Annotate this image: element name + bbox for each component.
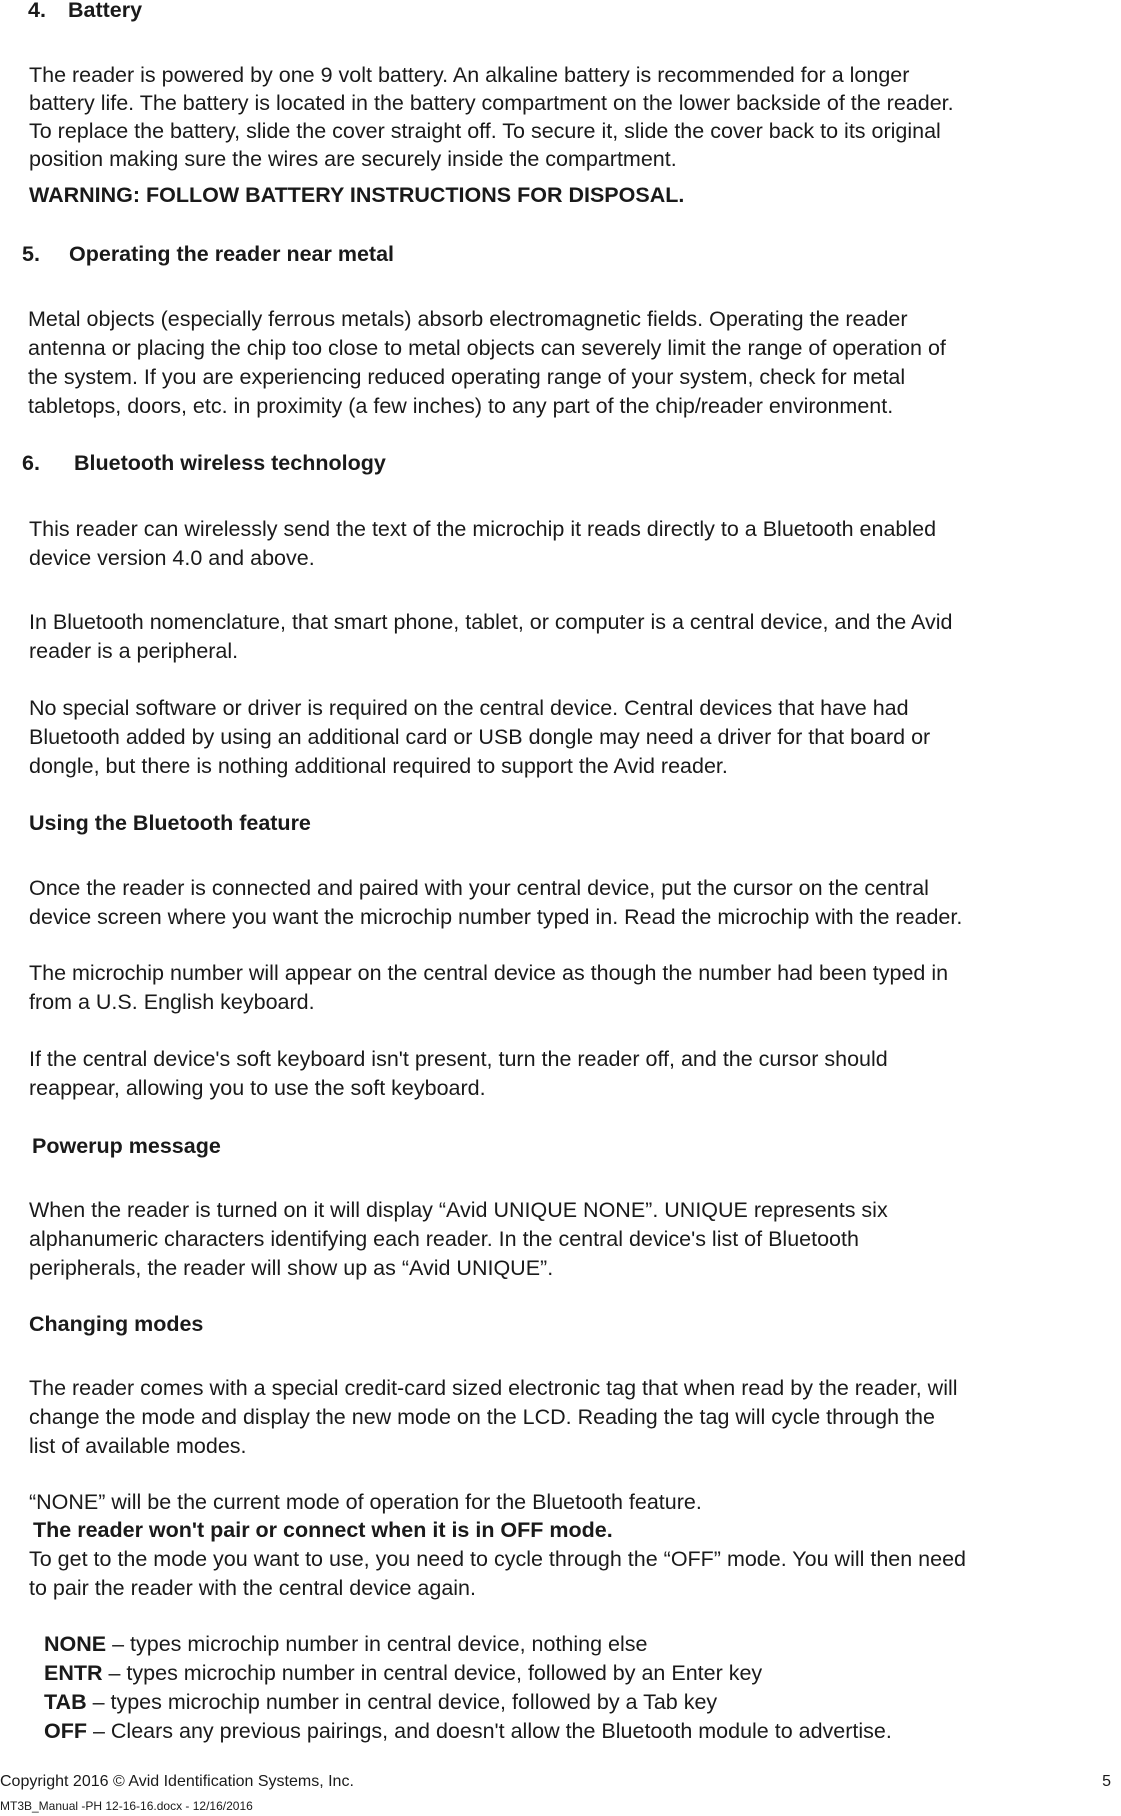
powerup-text-line: peripherals, the reader will show up as “Avid UNIQUE”. bbox=[29, 1256, 554, 1280]
mode-description: – types microchip number in central device, followed by a Tab key bbox=[86, 1690, 718, 1714]
bluetooth-text-line: dongle, but there is nothing additional required to support the Avid reader. bbox=[29, 754, 728, 778]
metal-text-line: antenna or placing the chip too close to metal objects can severely limit the range of operation of bbox=[28, 336, 946, 360]
footer-copyright: Copyright 2016 © Avid Identification Systems, Inc. bbox=[0, 1773, 354, 1790]
bluetooth-text-line: device version 4.0 and above. bbox=[29, 546, 315, 570]
using-text-line: If the central device's soft keyboard isn't present, turn the reader off, and the cursor should bbox=[29, 1047, 888, 1071]
battery-text-line: position making sure the wires are securely inside the compartment. bbox=[29, 147, 677, 171]
bluetooth-text-line: No special software or driver is required on the central device. Central devices that have had bbox=[29, 696, 909, 720]
powerup-text-line: alphanumeric characters identifying each reader. In the central device's list of Bluetooth bbox=[29, 1227, 859, 1251]
battery-text-line: battery life. The battery is located in the battery compartment on the lower backside of the reader. bbox=[29, 91, 954, 115]
modes-text-line: list of available modes. bbox=[29, 1434, 247, 1458]
bluetooth-text-line: Bluetooth added by using an additional card or USB dongle may need a driver for that board or bbox=[29, 725, 931, 749]
modes-text-line: to pair the reader with the central device again. bbox=[29, 1576, 476, 1600]
powerup-text-line: When the reader is turned on it will display “Avid UNIQUE NONE”. UNIQUE represents six bbox=[29, 1198, 888, 1222]
mode-list-item bbox=[44, 1692, 717, 1714]
modes-text-line: “NONE” will be the current mode of operation for the Bluetooth feature. bbox=[29, 1490, 702, 1514]
section-6-number: 6. bbox=[22, 451, 40, 475]
changing-modes-heading: Changing modes bbox=[29, 1312, 204, 1336]
footer-document-info: MT3B_Manual -PH 12-16-16.docx - 12/16/2016 bbox=[0, 1799, 253, 1813]
section-6-title: Bluetooth wireless technology bbox=[74, 451, 386, 475]
section-5-number: 5. bbox=[22, 242, 40, 266]
mode-term: OFF bbox=[44, 1719, 87, 1743]
mode-description: – Clears any previous pairings, and doesn't allow the Bluetooth module to advertise. bbox=[87, 1719, 892, 1743]
using-text-line: device screen where you want the microchip number typed in. Read the microchip with the reader. bbox=[29, 905, 963, 929]
battery-text-line: To replace the battery, slide the cover straight off. To secure it, slide the cover back to its original bbox=[29, 119, 941, 143]
bluetooth-text-line: This reader can wirelessly send the text of the microchip it reads directly to a Bluetooth enabled bbox=[29, 517, 937, 541]
footer-page-number: 5 bbox=[1102, 1773, 1111, 1790]
using-text-line: from a U.S. English keyboard. bbox=[29, 990, 315, 1014]
modes-text-line: change the mode and display the new mode on the LCD. Reading the tag will cycle through the bbox=[29, 1405, 935, 1429]
modes-text-line: The reader comes with a special credit-card sized electronic tag that when read by the reader, will bbox=[29, 1376, 958, 1400]
mode-list-item bbox=[44, 1663, 762, 1685]
powerup-heading: Powerup message bbox=[32, 1134, 221, 1158]
bluetooth-text-line: reader is a peripheral. bbox=[29, 639, 239, 663]
metal-text-line: tabletops, doors, etc. in proximity (a few inches) to any part of the chip/reader environment. bbox=[28, 394, 894, 418]
mode-list-item bbox=[44, 1721, 892, 1743]
section-4-title: Battery bbox=[68, 0, 143, 22]
using-text-line: Once the reader is connected and paired with your central device, put the cursor on the central bbox=[29, 876, 929, 900]
using-bluetooth-heading: Using the Bluetooth feature bbox=[29, 811, 311, 835]
modes-text-line: To get to the mode you want to use, you need to cycle through the “OFF” mode. You will then need bbox=[29, 1547, 967, 1571]
using-text-line: The microchip number will appear on the central device as though the number had been typed in bbox=[29, 961, 949, 985]
section-5-title: Operating the reader near metal bbox=[69, 242, 394, 266]
battery-text-line: The reader is powered by one 9 volt battery. An alkaline battery is recommended for a longer bbox=[29, 63, 910, 87]
section-4-number: 4. bbox=[28, 0, 46, 22]
off-mode-warning: The reader won't pair or connect when it is in OFF mode. bbox=[33, 1518, 613, 1542]
metal-text-line: the system. If you are experiencing reduced operating range of your system, check for metal bbox=[28, 365, 906, 389]
mode-term: TAB bbox=[44, 1690, 87, 1714]
using-text-line: reappear, allowing you to use the soft keyboard. bbox=[29, 1076, 486, 1100]
mode-term: ENTR bbox=[44, 1661, 103, 1685]
mode-list-item bbox=[44, 1634, 648, 1656]
metal-text-line: Metal objects (especially ferrous metals) absorb electromagnetic fields. Operating the reader bbox=[28, 307, 908, 331]
mode-description: – types microchip number in central device, nothing else bbox=[106, 1632, 648, 1656]
mode-term: NONE bbox=[44, 1632, 107, 1656]
battery-warning: WARNING: FOLLOW BATTERY INSTRUCTIONS FOR DISPOSAL. bbox=[29, 183, 685, 207]
bluetooth-text-line: In Bluetooth nomenclature, that smart phone, tablet, or computer is a central device, and the Avid bbox=[29, 610, 953, 634]
mode-description: – types microchip number in central device, followed by an Enter key bbox=[102, 1661, 763, 1685]
